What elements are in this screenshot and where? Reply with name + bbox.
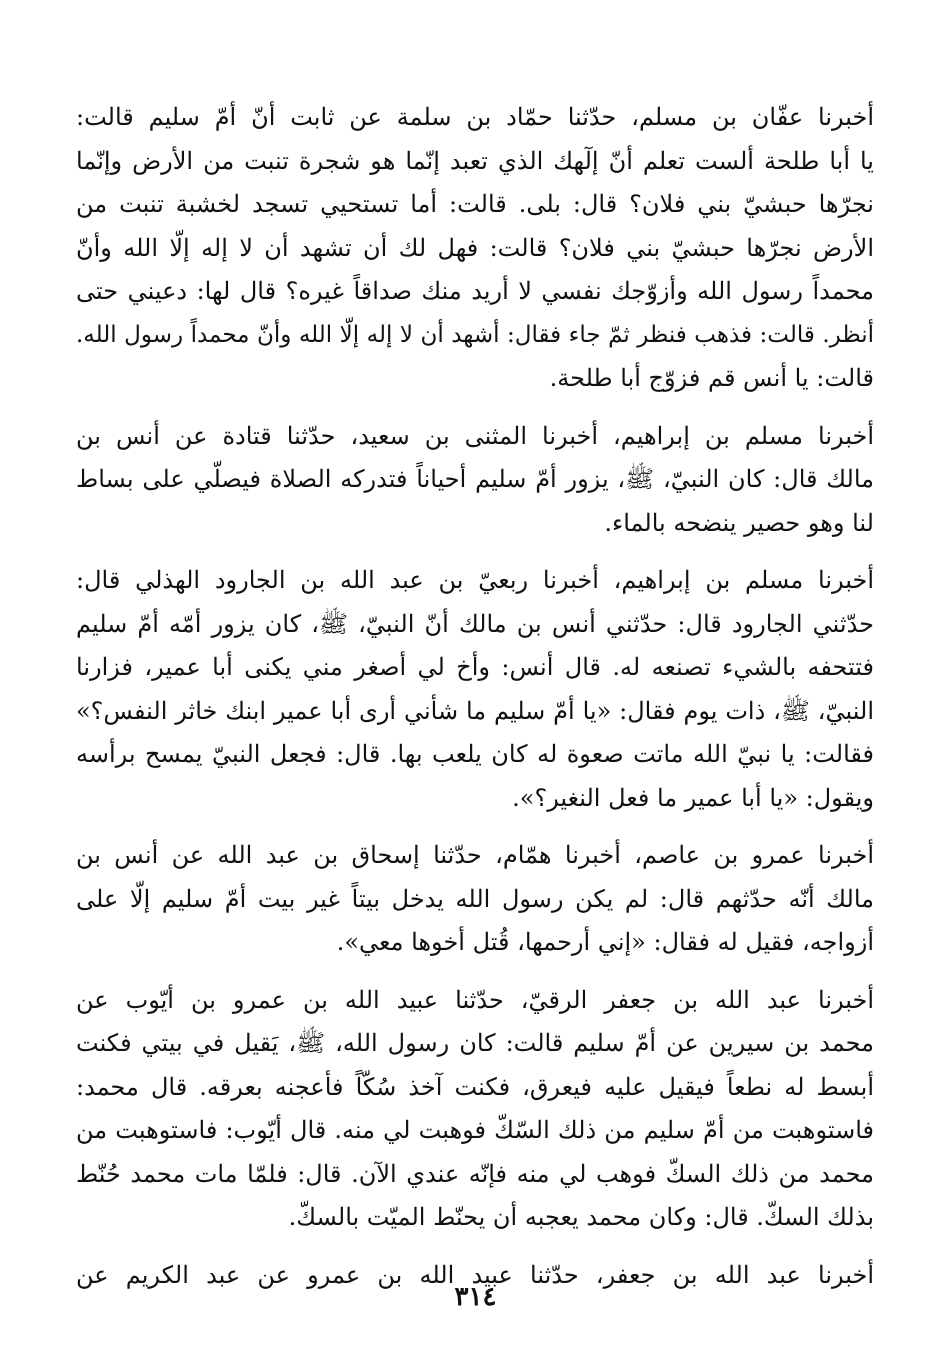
text-line: يا أبا طلحة ألست تعلم أنّ إلٓهك الذي تعبد إنّما هو شجرة تنبت من الأرض وإنّما [76, 146, 874, 175]
text-line: أنظر. قالت: فذهب فنظر ثمّ جاء فقال: أشهد أن لا إله إلّا الله وأنّ محمداً رسول الله. [76, 321, 874, 348]
text-line: محمداً رسول الله وأزوّجك نفسي لا أريد منك صداقاً غيره؟ قال لها: دعيني حتى [76, 277, 874, 305]
text-line: فتتحفه بالشيء تصنعه له. قال أنس: وأخ لي أصغر مني يكنى أبا عمير، فزارنا [76, 653, 874, 681]
paragraph-3 [76, 559, 874, 820]
text-line: فاستوهبت من أمّ سليم من ذلك السّكّ فوهبت لي منه. قال أيّوب: فاستوهبت من [76, 1116, 874, 1144]
text-line: أخبرنا مسلم بن إبراهيم، أخبرنا المثنى بن سعيد، حدّثنا قتادة عن أنس بن [76, 421, 874, 450]
text-line: محمد بن سيرين عن أمّ سليم قالت: كان رسول الله، ﷺ، يَقيل في بيتي فكنت [76, 1029, 874, 1057]
text-line: أخبرنا عفّان بن مسلم، حدّثنا حمّاد بن سلمة عن ثابت أنّ أمّ سليم قالت: [76, 103, 874, 131]
text-line: محمد من ذلك السكّ فوهب لي منه فإنّه عندي الآن. قال: فلمّا مات محمد حُنّط [76, 1159, 874, 1188]
text-line: النبيّ، ﷺ، ذات يوم فقال: «يا أمّ سليم ما شأني أرى أبا عمير ابنك خاثر النفس؟» [76, 696, 874, 725]
text-line: أخبرنا عبد الله بن جعفر الرقيّ، حدّثنا عبيد الله بن عمرو بن أيّوب عن [76, 985, 874, 1014]
text-line: ويقول: «يا أبا عمير ما فعل النغير؟». [512, 783, 874, 812]
page-body-text [76, 96, 874, 1311]
paragraph-4 [76, 834, 874, 965]
text-line: بذلك السكّ. قال: وكان محمد يعجبه أن يحنّط الميّت بالسكّ. [288, 1203, 874, 1231]
text-line: قالت: يا أنس قم فزوّج أبا طلحة. [549, 364, 874, 392]
text-line: لنا وهو حصير ينضحه بالماء. [604, 508, 874, 537]
text-line: أخبرنا عمرو بن عاصم، أخبرنا همّام، حدّثنا إسحاق بن عبد الله عن أنس بن [76, 841, 874, 869]
paragraph-1 [76, 96, 874, 401]
paragraph-5 [76, 979, 874, 1240]
text-line: أخبرنا عبد الله بن جعفر، حدّثنا عبيد الله بن عمرو عن عبد الكريم عن [76, 1260, 874, 1289]
page-number: ٣١٤ [454, 1282, 497, 1312]
text-line: أخبرنا مسلم بن إبراهيم، أخبرنا ربعيّ بن عبد الله بن الجارود الهذلي قال: [76, 566, 874, 594]
text-line: نجرّها حبشيّ بني فلان؟ قال: بلى. قالت: أما تستحيي تسجد لخشبة تنبت من [76, 190, 874, 218]
text-line: مالك أنّه حدّثهم قال: لم يكن رسول الله يدخل بيتاً غير بيت أمّ سليم إلّا على [76, 884, 874, 913]
text-line: أبسط له نطعاً فيقيل عليه فيعرق، فكنت آخذ سُكّاً فأعجنه بعرقه. قال محمد: [76, 1072, 874, 1101]
text-line: الأرض نجرّها حبشيّ بني فلان؟ قالت: فهل لك أن تشهد أن لا إله إلّا الله وأنّ [76, 233, 874, 262]
text-line: حدّثني الجارود قال: حدّثني أنس بن مالك أنّ النبيّ، ﷺ، كان يزور أمّه أمّ سليم [76, 609, 874, 638]
paragraph-2 [76, 415, 874, 546]
text-line: أزواجه، فقيل له فقال: «إني أرحمها، قُتل أخوها معي». [336, 928, 874, 956]
text-line: مالك قال: كان النبيّ، ﷺ، يزور أمّ سليم أحياناً فتدركه الصلاة فيصلّي على بساط [76, 465, 874, 493]
text-line: فقالت: يا نبيّ الله ماتت صعوة له كان يلعب بها. قال: فجعل النبيّ يمسح برأسه [76, 740, 874, 768]
